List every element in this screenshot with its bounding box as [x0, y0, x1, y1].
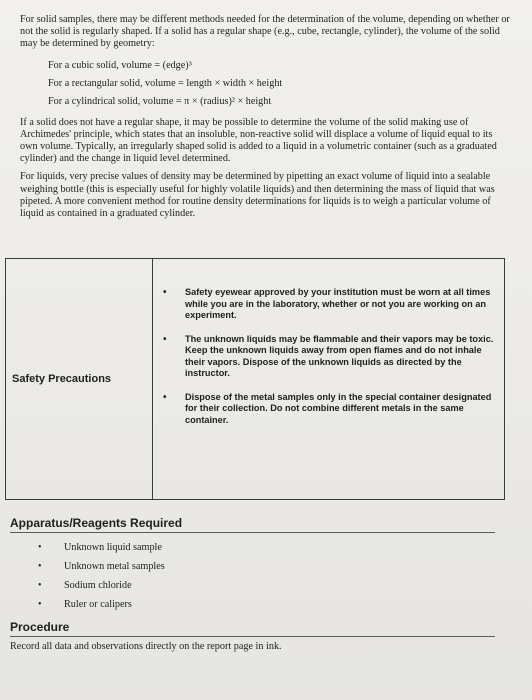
apparatus-item: Unknown liquid sample [64, 542, 162, 553]
formula-cylindrical: For a cylindrical solid, volume = π × (radius)² × height [48, 95, 272, 107]
intro-section [20, 14, 512, 226]
apparatus-item: Sodium chloride [64, 580, 132, 591]
bullet-icon: • [163, 287, 167, 298]
intro-paragraph-solids: For solid samples, there may be different methods needed for the determination of the volume, depending on whether or not the solid is regularly shaped. If a solid has a regular shape (e.g., cube, rectangle, cylinder), the volume of the solid may be determined by geometry: [20, 14, 510, 50]
list-item [38, 538, 338, 557]
bullet-icon: • [38, 599, 42, 610]
list-item [38, 557, 338, 576]
volume-formulas [48, 57, 512, 111]
procedure-text: Record all data and observations directly on the report page in ink. [10, 641, 282, 652]
list-item [38, 576, 338, 595]
bullet-icon: • [38, 561, 42, 572]
procedure-heading: Procedure [10, 620, 495, 637]
formula-rectangular: For a rectangular solid, volume = length × width × height [48, 77, 283, 89]
safety-list [153, 259, 504, 499]
safety-item-text: The unknown liquids may be flammable and their vapors may be toxic. Keep the unknown liquids away from open flames and do not inhale their vapors. Dispose of the unknown liquids as directed by the instructor. [185, 333, 494, 378]
bullet-icon: • [38, 542, 42, 553]
safety-item-text: Dispose of the metal samples only in the special container designated for their collection. Do not combine different metals in the same container. [185, 391, 492, 425]
bullet-icon: • [163, 391, 167, 403]
list-item [38, 595, 338, 614]
formula-cube: For a cubic solid, volume = (edge)³ [48, 59, 192, 71]
intro-paragraph-archimedes: If a solid does not have a regular shape, it may be possible to determine the volume of the solid making use of Archimedes' principle, which states that an insoluble, non-reactive solid will displace a volume of liquid equal to its own volume. Typically, an irregularly shaped solid is added to a liquid in a volumetric container (such as a graduated cylinder) and the change in liquid level determined. [20, 116, 497, 165]
safety-item [161, 392, 496, 427]
apparatus-heading: Apparatus/Reagents Required [10, 516, 495, 533]
bullet-icon: • [38, 580, 42, 591]
intro-paragraph-liquids: For liquids, very precise values of density may be determined by pipetting an exact volume of liquid into a sealable weighing bottle (this is especially useful for highly volatile liquids) and then determining the mass of liquid that was pipeted. A more convenient method for routine density determinations for liquids is to weigh a particular volume of liquid as contained in a graduated cylinder. [20, 171, 495, 220]
safety-precautions-box [5, 258, 505, 500]
safety-precautions-label: Safety Precautions [6, 259, 153, 499]
safety-item-text: Safety eyewear approved by your institution must be worn at all times while you are in the laboratory, whether or not you are working on an experiment. [185, 287, 491, 320]
apparatus-item: Unknown metal samples [64, 561, 165, 572]
apparatus-list [38, 538, 338, 614]
safety-item [161, 334, 496, 380]
apparatus-item: Ruler or calipers [64, 599, 132, 610]
bullet-icon: • [163, 333, 167, 345]
safety-item [161, 287, 496, 322]
